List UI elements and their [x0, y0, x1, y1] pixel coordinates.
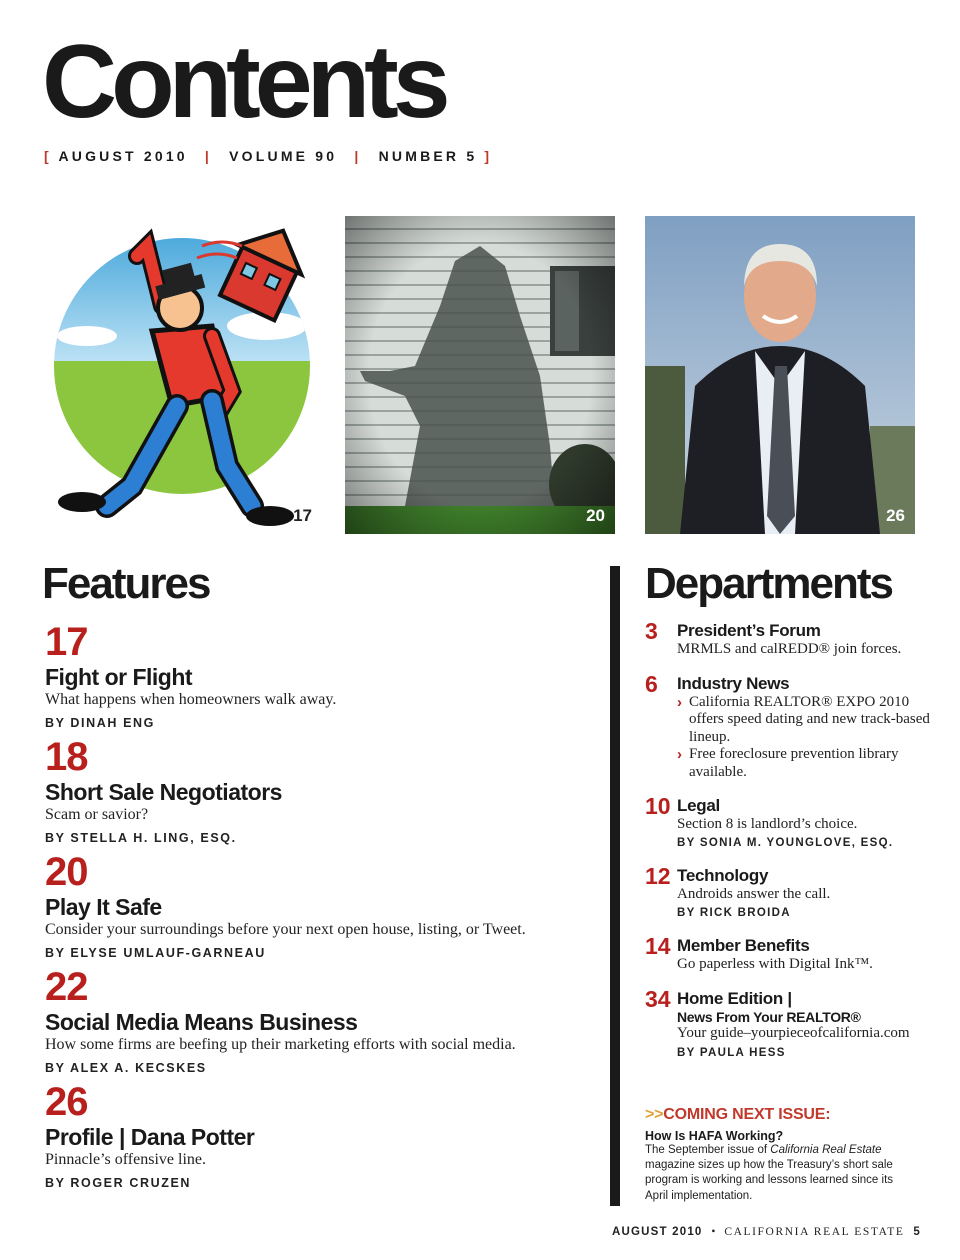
issue-separator: |	[204, 148, 213, 164]
department-item[interactable]	[645, 933, 935, 973]
feature-page-number: 22	[45, 965, 88, 1009]
department-description: MRMLS and calREDD® join forces.	[677, 640, 902, 657]
department-description: Androids answer the call.	[677, 885, 831, 902]
department-description: Your guide–yourpieceofcalifornia.com	[677, 1025, 910, 1042]
feature-title[interactable]: Play It Safe	[45, 894, 162, 920]
feature-page-number: 18	[45, 735, 88, 779]
feature-author: BY STELLA H. LING, ESQ.	[45, 830, 237, 845]
feature-item[interactable]	[45, 622, 585, 730]
photo-page-number: 17	[293, 506, 312, 525]
chevron-right-icon: ›	[677, 746, 682, 764]
department-page-number: 6	[645, 671, 658, 697]
department-page-number: 34	[645, 986, 671, 1012]
coming-next-text-start: The September issue of	[645, 1144, 771, 1156]
department-page-number: 12	[645, 863, 671, 889]
department-item[interactable]	[645, 986, 935, 1060]
department-bullet	[677, 746, 935, 781]
department-bullet-text: California REALTOR® EXPO 2010 offers speed dating and new track-based lineup.	[689, 693, 930, 745]
department-title[interactable]: President’s Forum	[677, 621, 821, 640]
feature-description: What happens when homeowners walk away.	[45, 691, 337, 709]
feature-item[interactable]	[45, 967, 585, 1075]
feature-title[interactable]: Fight or Flight	[45, 664, 193, 690]
feature-photo-profile[interactable]	[645, 216, 915, 534]
departments-heading: Departments	[645, 559, 892, 608]
issue-number: NUMBER 5	[378, 148, 478, 164]
department-author: BY PAULA HESS	[677, 1047, 786, 1060]
department-description: Go paperless with Digital Ink™.	[677, 955, 873, 972]
department-bullet-text: Free foreclosure prevention library available.	[689, 746, 899, 780]
photo-page-number: 20	[586, 506, 605, 525]
bracket-open: [	[44, 148, 52, 164]
page-footer	[612, 1226, 921, 1238]
feature-description: Pinnacle’s offensive line.	[45, 1151, 206, 1169]
feature-item[interactable]	[45, 852, 585, 960]
issue-line	[44, 148, 492, 164]
feature-description: Consider your surroundings before your next open house, listing, or Tweet.	[45, 921, 526, 939]
footer-month: AUGUST 2010	[612, 1226, 703, 1238]
department-title[interactable]: Technology	[677, 866, 769, 885]
photo-page-number: 26	[886, 506, 905, 525]
man-throwing-house-illustration-icon	[52, 216, 322, 534]
page-title: Contents	[42, 24, 445, 140]
chevron-right-icon: ›	[677, 693, 682, 711]
department-subtitle: News From Your REALTOR®	[677, 1008, 861, 1025]
coming-next-text-italic: California Real Estate	[770, 1144, 882, 1156]
department-title[interactable]: Industry News	[677, 674, 790, 693]
department-item[interactable]	[645, 618, 935, 658]
coming-next-issue	[645, 1106, 895, 1204]
column-divider	[610, 566, 620, 1206]
feature-author: BY DINAH ENG	[45, 715, 155, 730]
features-heading: Features	[42, 559, 210, 608]
department-bullet	[677, 694, 935, 747]
feature-author: BY ELYSE UMLAUF-GARNEAU	[45, 945, 266, 960]
feature-description: Scam or savior?	[45, 806, 149, 824]
feature-page-number: 26	[45, 1080, 88, 1124]
feature-item[interactable]	[45, 737, 585, 845]
feature-author: BY ROGER CRUZEN	[45, 1175, 192, 1190]
department-title[interactable]: Member Benefits	[677, 936, 810, 955]
coming-next-heading: COMING NEXT ISSUE:	[663, 1106, 831, 1123]
feature-author: BY ALEX A. KECSKES	[45, 1060, 207, 1075]
footer-publication: CALIFORNIA REAL ESTATE	[724, 1226, 905, 1238]
footer-page-number: 5	[913, 1226, 921, 1238]
businessman-portrait-photo-icon	[645, 216, 915, 534]
feature-photo-play-it-safe[interactable]	[345, 216, 615, 534]
feature-item[interactable]	[45, 1082, 585, 1190]
footer-dot: •	[711, 1226, 716, 1238]
department-item[interactable]	[645, 671, 935, 781]
issue-month: AUGUST 2010	[58, 148, 188, 164]
department-page-number: 3	[645, 618, 658, 644]
shadow-on-siding-photo-icon	[345, 216, 615, 534]
feature-title[interactable]: Profile | Dana Potter	[45, 1124, 255, 1150]
feature-title[interactable]: Social Media Means Business	[45, 1009, 358, 1035]
issue-separator: |	[354, 148, 362, 164]
department-description: Section 8 is landlord’s choice.	[677, 815, 858, 832]
coming-next-title: How Is HAFA Working?	[645, 1129, 784, 1143]
department-author: BY SONIA M. YOUNGLOVE, ESQ.	[677, 837, 894, 850]
department-title[interactable]: Home Edition |	[677, 989, 792, 1008]
coming-next-text	[645, 1143, 895, 1204]
department-page-number: 10	[645, 793, 671, 819]
feature-title[interactable]: Short Sale Negotiators	[45, 779, 282, 805]
double-chevron-icon: >>	[645, 1106, 664, 1123]
coming-next-text-end: magazine sizes up how the Treasury’s short sale program is working and lessons learned since its April implementation.	[645, 1159, 894, 1202]
feature-page-number: 20	[45, 850, 88, 894]
department-page-number: 14	[645, 933, 671, 959]
department-title[interactable]: Legal	[677, 796, 720, 815]
bracket-close: ]	[484, 148, 493, 164]
department-author: BY RICK BROIDA	[677, 907, 791, 920]
feature-description: How some firms are beefing up their marketing efforts with social media.	[45, 1036, 516, 1054]
issue-volume: VOLUME 90	[229, 148, 338, 164]
department-item[interactable]	[645, 793, 935, 850]
feature-page-number: 17	[45, 620, 88, 664]
department-item[interactable]	[645, 863, 935, 920]
feature-photo-fight-or-flight[interactable]	[52, 216, 322, 534]
